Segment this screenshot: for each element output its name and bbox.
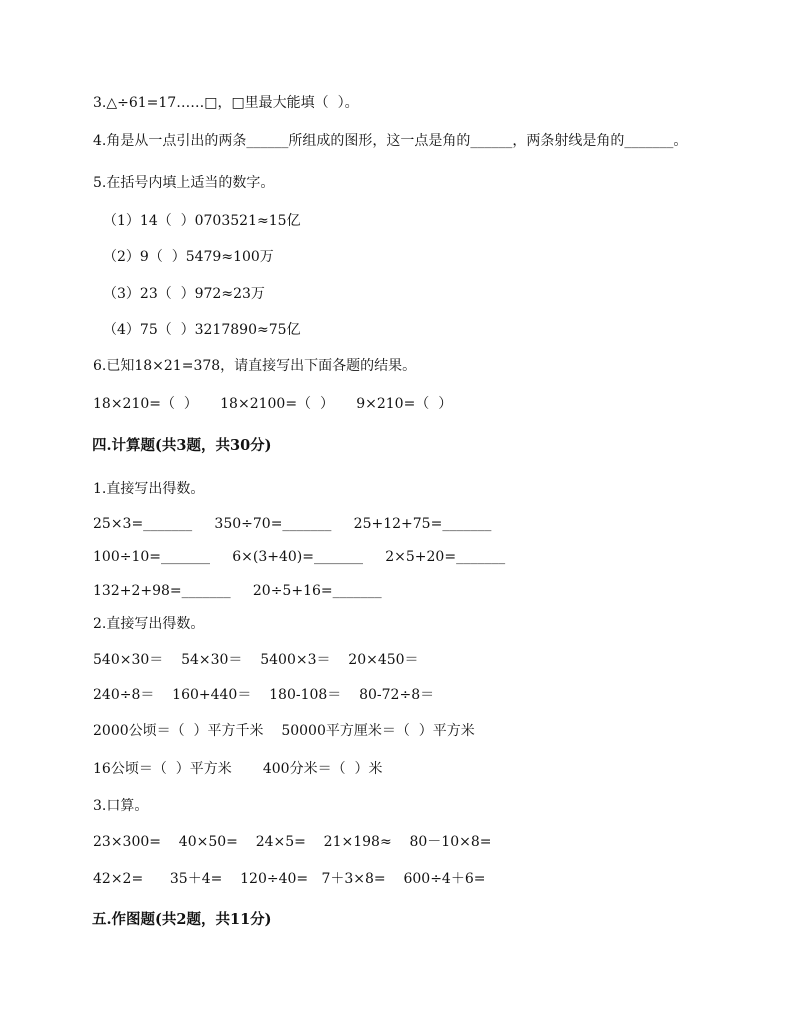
question-3: 3.△÷61=17……□，□里最大能填（ ）。: [93, 95, 359, 111]
calc-2-line-1: 540×30＝ 54×30＝ 5400×3＝ 20×450＝: [93, 652, 419, 668]
calc-2-line-2: 240÷8＝ 160+440＝ 180-108＝ 80-72÷8＝: [93, 687, 435, 703]
calc-1-line-3: 132+2+98=_______ 20÷5+16=_______: [93, 583, 382, 599]
question-5-item-3: （3）23（ ）972≈23万: [103, 286, 265, 302]
section-4-heading: 四.计算题(共3题，共30分): [92, 437, 272, 454]
calc-2-line-4: 16公顷＝（ ）平方米 400分米＝（ ）米: [93, 761, 383, 777]
question-5-item-1: （1）14（ ）0703521≈15亿: [103, 213, 301, 229]
calc-1-title: 1.直接写出得数。: [93, 481, 205, 497]
question-4: 4.角是从一点引出的两条______所组成的图形，这一点是角的______，两条射线是角的_______。: [93, 133, 688, 149]
calc-1-line-1: 25×3=_______ 350÷70=_______ 25+12+75=_______: [93, 516, 492, 532]
calc-3-title: 3.口算。: [93, 798, 149, 814]
calc-3-line-1: 23×300= 40×50= 24×5= 21×198≈ 80－10×8=: [93, 834, 492, 850]
question-5-item-4: （4）75（ ）3217890≈75亿: [103, 322, 301, 338]
question-6-line: 18×210=（ ） 18×2100=（ ） 9×210=（ ）: [93, 396, 453, 412]
question-6: 6.已知18×21=378，请直接写出下面各题的结果。: [93, 358, 417, 374]
calc-1-line-2: 100÷10=_______ 6×(3+40)=_______ 2×5+20=_______: [93, 549, 506, 565]
section-5-heading: 五.作图题(共2题，共11分): [92, 911, 272, 928]
calc-3-line-2: 42×2= 35＋4= 120÷40= 7＋3×8= 600÷4＋6=: [93, 871, 486, 887]
calc-2-line-3: 2000公顷＝（ ）平方千米 50000平方厘米＝（ ）平方米: [93, 723, 475, 739]
question-5: 5.在括号内填上适当的数字。: [93, 175, 275, 191]
question-5-item-2: （2）9（ ）5479≈100万: [103, 249, 274, 265]
calc-2-title: 2.直接写出得数。: [93, 616, 205, 632]
